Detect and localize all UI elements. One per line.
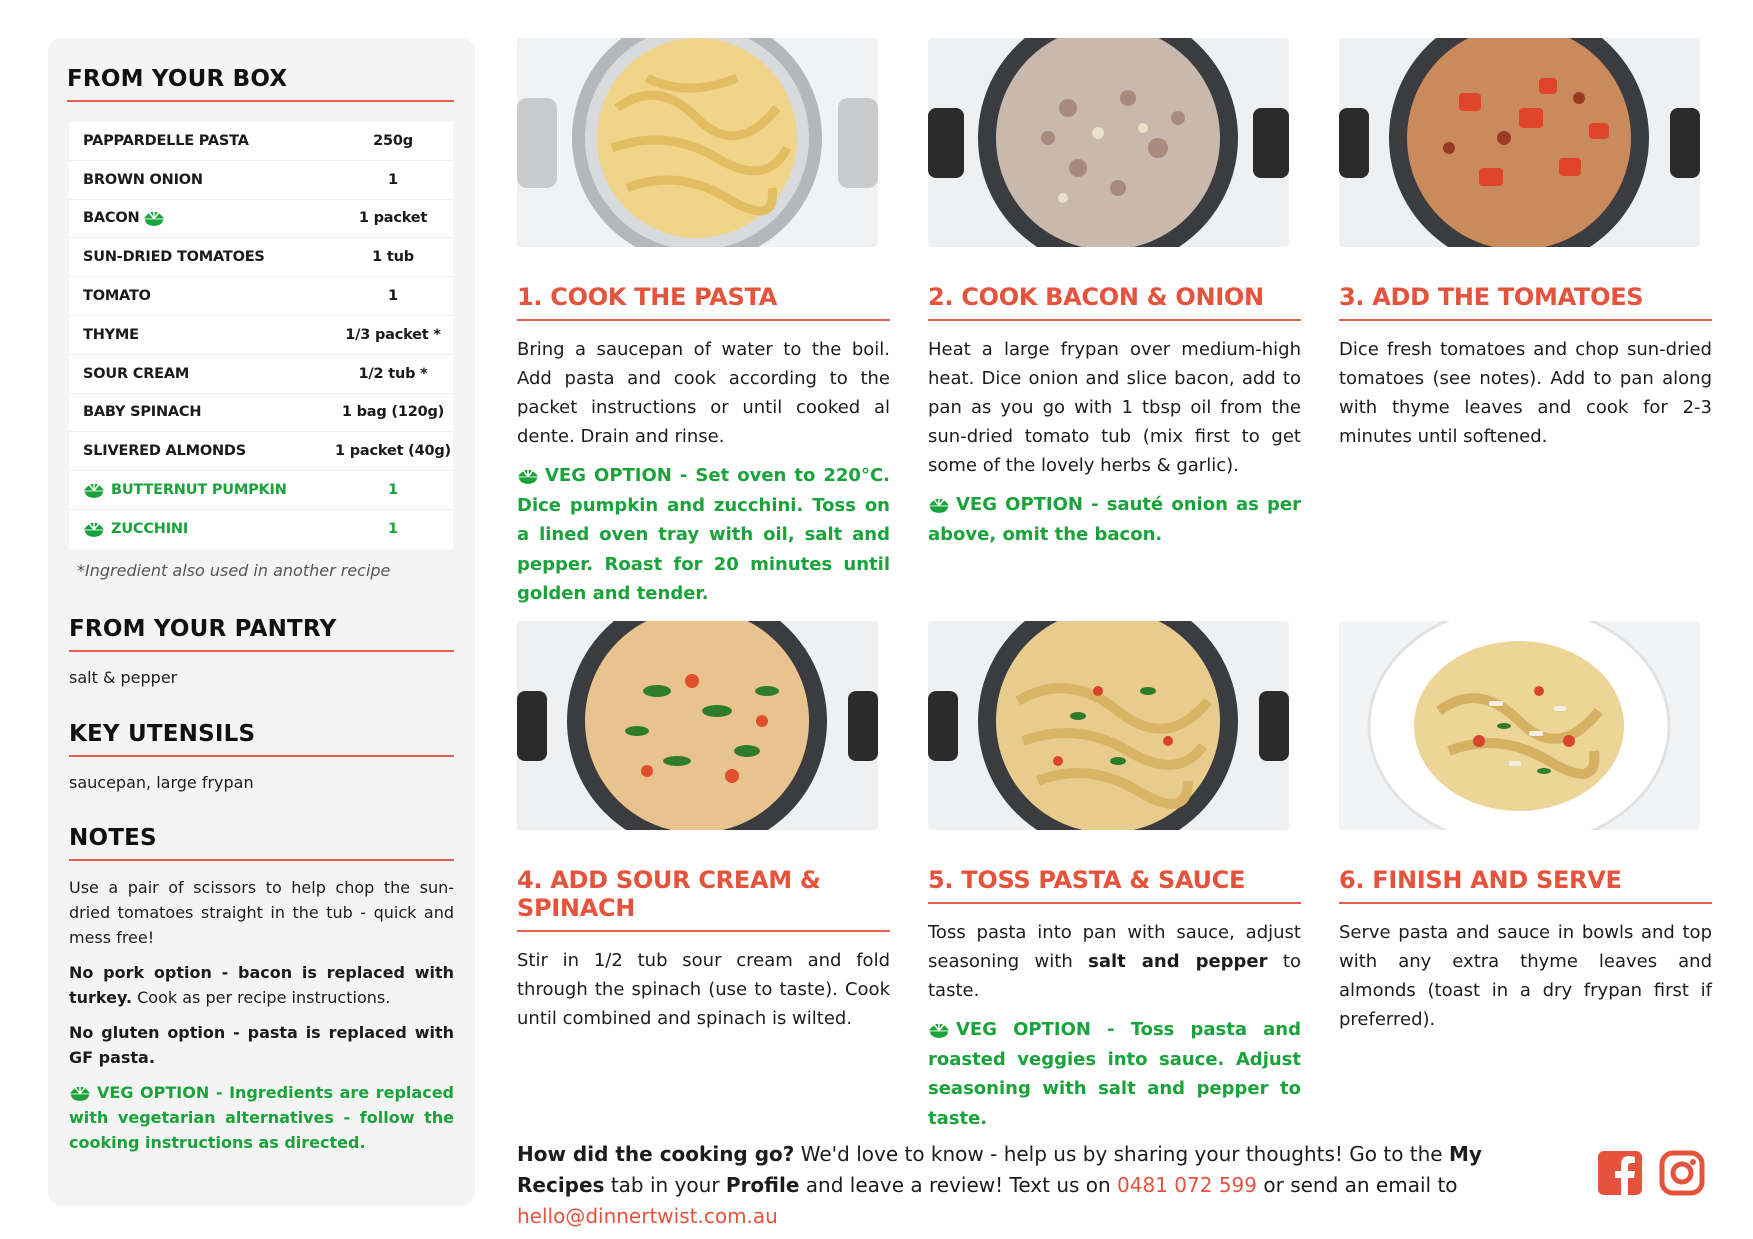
ingredient-name-text: SUN-DRIED TOMATOES bbox=[83, 249, 265, 266]
leaf-icon bbox=[517, 468, 539, 485]
utensils-text: saucepan, large frypan bbox=[69, 772, 254, 792]
ingredient-qty: 1 packet bbox=[358, 210, 428, 227]
ingredient-qty: 1 tub bbox=[372, 249, 414, 266]
step-1-veg-option bbox=[517, 461, 890, 609]
note-veg bbox=[69, 1080, 454, 1155]
step-2 bbox=[928, 38, 1301, 549]
phone-link[interactable]: 0481 072 599 bbox=[1117, 1173, 1258, 1197]
step-6-photo bbox=[1339, 621, 1700, 830]
step-2-photo bbox=[928, 38, 1289, 247]
ingredients-panel bbox=[48, 38, 475, 1206]
ingredient-name-text: SOUR CREAM bbox=[83, 365, 190, 382]
step-5-body-post: to taste. bbox=[928, 951, 1302, 1001]
step-4-body: Stir in 1/2 tub sour cream and fold through the spinach (use to taste). Cook until combined and spinach is wilted. bbox=[517, 950, 890, 1029]
instagram-icon[interactable] bbox=[1659, 1150, 1705, 1196]
ingredient-name-text: BROWN ONION bbox=[83, 171, 203, 188]
leaf-icon bbox=[928, 497, 950, 514]
leaf-icon bbox=[143, 210, 165, 227]
note-veg-text: VEG OPTION - Ingredients are replaced with vegetarian alternatives - follow the cooking instructions as directed. bbox=[69, 1083, 454, 1153]
note-no-pork bbox=[69, 960, 454, 1010]
leaf-icon bbox=[69, 1085, 91, 1102]
ingredient-name-text: THYME bbox=[83, 326, 139, 343]
step-1 bbox=[517, 38, 890, 609]
ingredient-name bbox=[83, 366, 333, 382]
step-2-veg-text: VEG OPTION - sauté onion as per above, omit the bacon. bbox=[928, 494, 1301, 545]
my-recipes-link[interactable]: My Recipes bbox=[517, 1142, 1482, 1197]
ingredient-name bbox=[83, 133, 333, 149]
ingredient-row bbox=[69, 394, 453, 433]
note-no-pork-bold: No pork option - bacon is replaced with turkey. bbox=[69, 963, 454, 1008]
step-1-title: 1. COOK THE PASTA bbox=[517, 283, 890, 321]
note-no-gluten bbox=[69, 1020, 454, 1070]
feedback-footer bbox=[517, 1139, 1567, 1232]
leaf-icon bbox=[928, 1022, 950, 1039]
step-5-photo bbox=[928, 621, 1289, 830]
step-3-photo bbox=[1339, 38, 1700, 247]
ingredient-footnote: *Ingredient also used in another recipe bbox=[77, 560, 391, 580]
step-3-body: Dice fresh tomatoes and chop sun-dried tomatoes (see notes). Add to pan along with thyme leaves and cook for 2-3 minutes until softened. bbox=[1339, 339, 1712, 447]
ingredient-name-text: SLIVERED ALMONDS bbox=[83, 443, 246, 460]
ingredient-row bbox=[69, 471, 453, 510]
pantry-heading: FROM YOUR PANTRY bbox=[69, 616, 454, 652]
ingredient-row bbox=[69, 316, 453, 355]
notes-heading: NOTES bbox=[69, 825, 454, 861]
ingredient-name bbox=[83, 172, 333, 188]
step-2-veg-option bbox=[928, 490, 1301, 549]
step-5-body-pre: Toss pasta into pan with sauce, adjust seasoning with bbox=[928, 922, 1301, 972]
step-1-body: Bring a saucepan of water to the boil. Add pasta and cook according to the packet instructions or until cooked al dente. Drain and rinse. bbox=[517, 339, 890, 447]
ingredient-row bbox=[69, 238, 453, 277]
footer-text-2: tab in your bbox=[604, 1173, 726, 1197]
ingredient-name bbox=[83, 327, 333, 343]
ingredient-name-text: TOMATO bbox=[83, 288, 151, 305]
ingredient-name bbox=[83, 404, 333, 420]
footer-text-3: and leave a review! Text us on bbox=[799, 1173, 1118, 1197]
ingredient-row bbox=[69, 200, 453, 239]
ingredient-row bbox=[69, 161, 453, 200]
utensils-section bbox=[69, 721, 454, 796]
profile-link[interactable]: Profile bbox=[725, 1173, 800, 1197]
ingredient-row bbox=[69, 277, 453, 316]
footer-question: How did the cooking go? bbox=[517, 1142, 795, 1166]
ingredient-qty: 250g bbox=[373, 132, 413, 149]
note-scissors-tip: Use a pair of scissors to help chop the sun-dried tomatoes straight in the tub - quick and mess free! bbox=[69, 878, 454, 948]
step-3-title: 3. ADD THE TOMATOES bbox=[1339, 283, 1712, 321]
step-4 bbox=[517, 621, 890, 1033]
utensils-heading: KEY UTENSILS bbox=[69, 721, 454, 757]
notes-section bbox=[69, 825, 454, 1155]
step-1-photo bbox=[517, 38, 878, 247]
ingredient-qty: 1/3 packet * bbox=[345, 326, 441, 343]
ingredient-row bbox=[69, 432, 453, 471]
footer-text-1: We'd love to know - help us by sharing your thoughts! Go to the bbox=[794, 1142, 1449, 1166]
step-5 bbox=[928, 621, 1301, 1133]
note-no-gluten-text: No gluten option - pasta is replaced with GF pasta. bbox=[69, 1023, 454, 1068]
ingredient-qty: 1/2 tub * bbox=[358, 365, 428, 382]
ingredient-name bbox=[83, 288, 333, 304]
leaf-icon bbox=[83, 521, 105, 538]
ingredient-qty: 1 bbox=[388, 521, 398, 538]
step-5-body bbox=[928, 918, 1301, 1005]
ingredient-qty: 1 packet (40g) bbox=[335, 443, 451, 460]
ingredient-name bbox=[83, 482, 333, 499]
pantry-text: salt & pepper bbox=[69, 667, 178, 687]
ingredient-row bbox=[69, 510, 453, 549]
ingredient-name-text: ZUCCHINI bbox=[111, 521, 189, 538]
step-5-body-bold: salt and pepper bbox=[1088, 951, 1268, 972]
step-5-veg-option bbox=[928, 1015, 1301, 1133]
step-5-veg-text: VEG OPTION - Toss pasta and roasted veggies into sauce. Adjust seasoning with salt and pepper to taste. bbox=[928, 1019, 1301, 1129]
step-1-veg-text: VEG OPTION - Set oven to 220°C. Dice pumpkin and zucchini. Toss on a lined oven tray with oil, salt and pepper. Roast for 20 minutes until golden and tender. bbox=[517, 465, 890, 604]
step-3 bbox=[1339, 38, 1712, 451]
step-4-photo bbox=[517, 621, 878, 830]
ingredient-name bbox=[83, 210, 333, 227]
ingredient-name-text: BABY SPINACH bbox=[83, 404, 202, 421]
email-link[interactable]: hello@dinnertwist.com.au bbox=[517, 1204, 778, 1228]
ingredient-name bbox=[83, 249, 333, 265]
step-6 bbox=[1339, 621, 1712, 1034]
footer-text-4: or send an email to bbox=[1257, 1173, 1458, 1197]
ingredient-qty: 1 bbox=[388, 171, 398, 188]
note-no-pork-rest: Cook as per recipe instructions. bbox=[137, 988, 391, 1008]
ingredient-qty: 1 bag (120g) bbox=[341, 404, 445, 421]
ingredient-row bbox=[69, 122, 453, 161]
ingredient-name-text: PAPPARDELLE PASTA bbox=[83, 132, 249, 149]
ingredient-qty: 1 bbox=[388, 482, 398, 499]
ingredient-name-text: BUTTERNUT PUMPKIN bbox=[111, 482, 287, 499]
step-4-title: 4. ADD SOUR CREAM & SPINACH bbox=[517, 866, 890, 932]
leaf-icon bbox=[83, 482, 105, 499]
ingredient-name bbox=[83, 521, 333, 538]
step-2-title: 2. COOK BACON & ONION bbox=[928, 283, 1301, 321]
ingredient-qty: 1 bbox=[388, 288, 398, 305]
pantry-section bbox=[69, 616, 454, 691]
ingredient-row bbox=[69, 355, 453, 394]
step-5-title: 5. TOSS PASTA & SAUCE bbox=[928, 866, 1301, 904]
step-6-body: Serve pasta and sauce in bowls and top with any extra thyme leaves and almonds (toast in a dry frypan first if preferred). bbox=[1339, 922, 1712, 1030]
box-heading: FROM YOUR BOX bbox=[67, 66, 454, 102]
step-2-body: Heat a large frypan over medium-high heat. Dice onion and slice bacon, add to pan as you go with 1 tbsp oil from the sun-dried tomato tub (mix first to get some of the lovely herbs & garlic). bbox=[928, 339, 1301, 476]
step-6-title: 6. FINISH AND SERVE bbox=[1339, 866, 1712, 904]
ingredients-table bbox=[69, 122, 453, 549]
facebook-icon[interactable] bbox=[1597, 1150, 1643, 1196]
ingredient-name bbox=[83, 443, 333, 459]
ingredient-name-text: BACON bbox=[83, 210, 140, 227]
